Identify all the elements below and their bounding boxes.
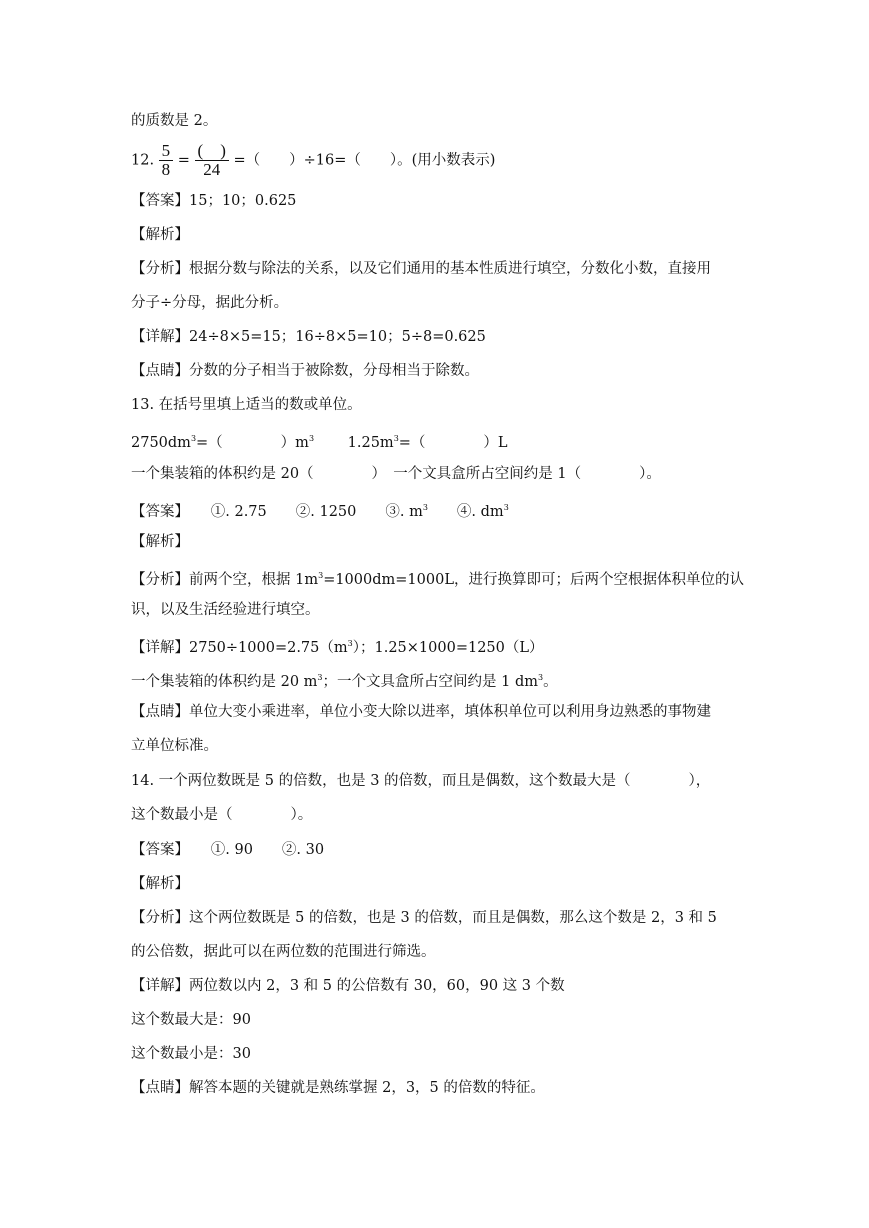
superscript: 3 [347, 639, 353, 648]
comment-line: 【点睛】分数的分子相当于被除数，分母相当于除数。 [131, 363, 479, 379]
comment-line: 【点睛】解答本题的关键就是熟练掌握 2，3，5 的倍数的特征。 [131, 1080, 545, 1096]
superscript: 3 [503, 503, 509, 512]
text-segment: 【答案】 ①. 2.75 ②. 1250 ③. m [131, 503, 423, 520]
question-12 [131, 142, 495, 179]
denominator: 8 [161, 160, 171, 179]
detail-line: 这个数最大是：90 [131, 1012, 251, 1028]
superscript: 3 [393, 434, 399, 443]
comment-line: 立单位标准。 [131, 738, 218, 754]
superscript: 3 [422, 503, 428, 512]
text-segment: 1.25m [314, 434, 394, 451]
superscript: 3 [318, 571, 324, 580]
text-segment: 一个集装箱的体积约是 20 m [131, 673, 318, 690]
text-segment: 【分析】前两个空，根据 1m [131, 571, 319, 588]
question-13-line [131, 429, 508, 453]
text-segment: ；一个文具盒所占空间约是 1 dm [322, 673, 538, 690]
answer-line: 【答案】15；10；0.625 [131, 193, 297, 209]
question-14-title: 14. 一个两位数既是 5 的倍数，也是 3 的倍数，而且是偶数，这个数最大是（ ）， [131, 773, 711, 789]
analysis-heading: 【解析】 [131, 876, 189, 892]
numerator: 5 [159, 142, 174, 161]
text-segment: ④. dm [427, 503, 504, 520]
text-segment: 。 [543, 673, 558, 690]
superscript: 3 [538, 673, 544, 682]
text-segment: 2750dm [131, 434, 191, 451]
analysis-line: 【分析】根据分数与除法的关系，以及它们通用的基本性质进行填空，分数化小数，直接用 [131, 261, 711, 277]
text-segment: 【详解】2750÷1000=2.75（m [131, 639, 348, 656]
detail-line [131, 634, 544, 658]
answer-line [131, 498, 509, 522]
answer-line: 【答案】 ①. 90 ②. 30 [131, 842, 325, 858]
question-text: =（ ）÷16=（ ）。(用小数表示) [233, 152, 496, 169]
analysis-line: 的公倍数，据此可以在两位数的范围进行筛选。 [131, 944, 436, 960]
detail-line [131, 668, 558, 692]
equals-sign: = [177, 152, 190, 169]
analysis-line: 【分析】这个两位数既是 5 的倍数，也是 3 的倍数，而且是偶数，那么这个数是 2，3 和 5 [131, 910, 717, 926]
question-14-title: 这个数最小是（ ）。 [131, 807, 313, 823]
fraction-blank-24 [195, 142, 229, 179]
detail-line: 这个数最小是：30 [131, 1046, 251, 1062]
superscript: 3 [190, 434, 197, 443]
text-segment: =（ ）m [196, 434, 309, 451]
text-segment: ）；1.25×1000=1250（L） [352, 639, 544, 656]
question-13-line: 一个集装箱的体积约是 20（ ） 一个文具盒所占空间约是 1（ ）。 [131, 466, 661, 482]
superscript: 3 [308, 434, 315, 443]
superscript: 3 [317, 673, 323, 682]
fraction-5-8 [159, 142, 174, 179]
detail-line: 【详解】24÷8×5=15；16÷8×5=10；5÷8=0.625 [131, 329, 486, 345]
numerator-blank: ( ) [195, 142, 229, 161]
question-number: 12. [131, 152, 155, 169]
analysis-line: 分子÷分母，据此分析。 [131, 295, 289, 311]
comment-line: 【点睛】单位大变小乘进率，单位小变大除以进率，填体积单位可以利用身边熟悉的事物建 [131, 704, 711, 720]
text-segment: =（ ）L [398, 434, 508, 451]
analysis-heading: 【解析】 [131, 534, 189, 550]
analysis-heading: 【解析】 [131, 227, 189, 243]
analysis-line [131, 566, 744, 590]
detail-line: 【详解】两位数以内 2，3 和 5 的公倍数有 30，60，90 这 3 个数 [131, 978, 565, 994]
text-line: 的质数是 2。 [131, 113, 218, 129]
text-segment: =1000dm=1000L，进行换算即可；后两个空根据体积单位的认 [323, 571, 744, 588]
denominator: 24 [203, 160, 221, 179]
analysis-line: 识，以及生活经验进行填空。 [131, 602, 320, 618]
question-13-title: 13. 在括号里填上适当的数或单位。 [131, 397, 362, 413]
